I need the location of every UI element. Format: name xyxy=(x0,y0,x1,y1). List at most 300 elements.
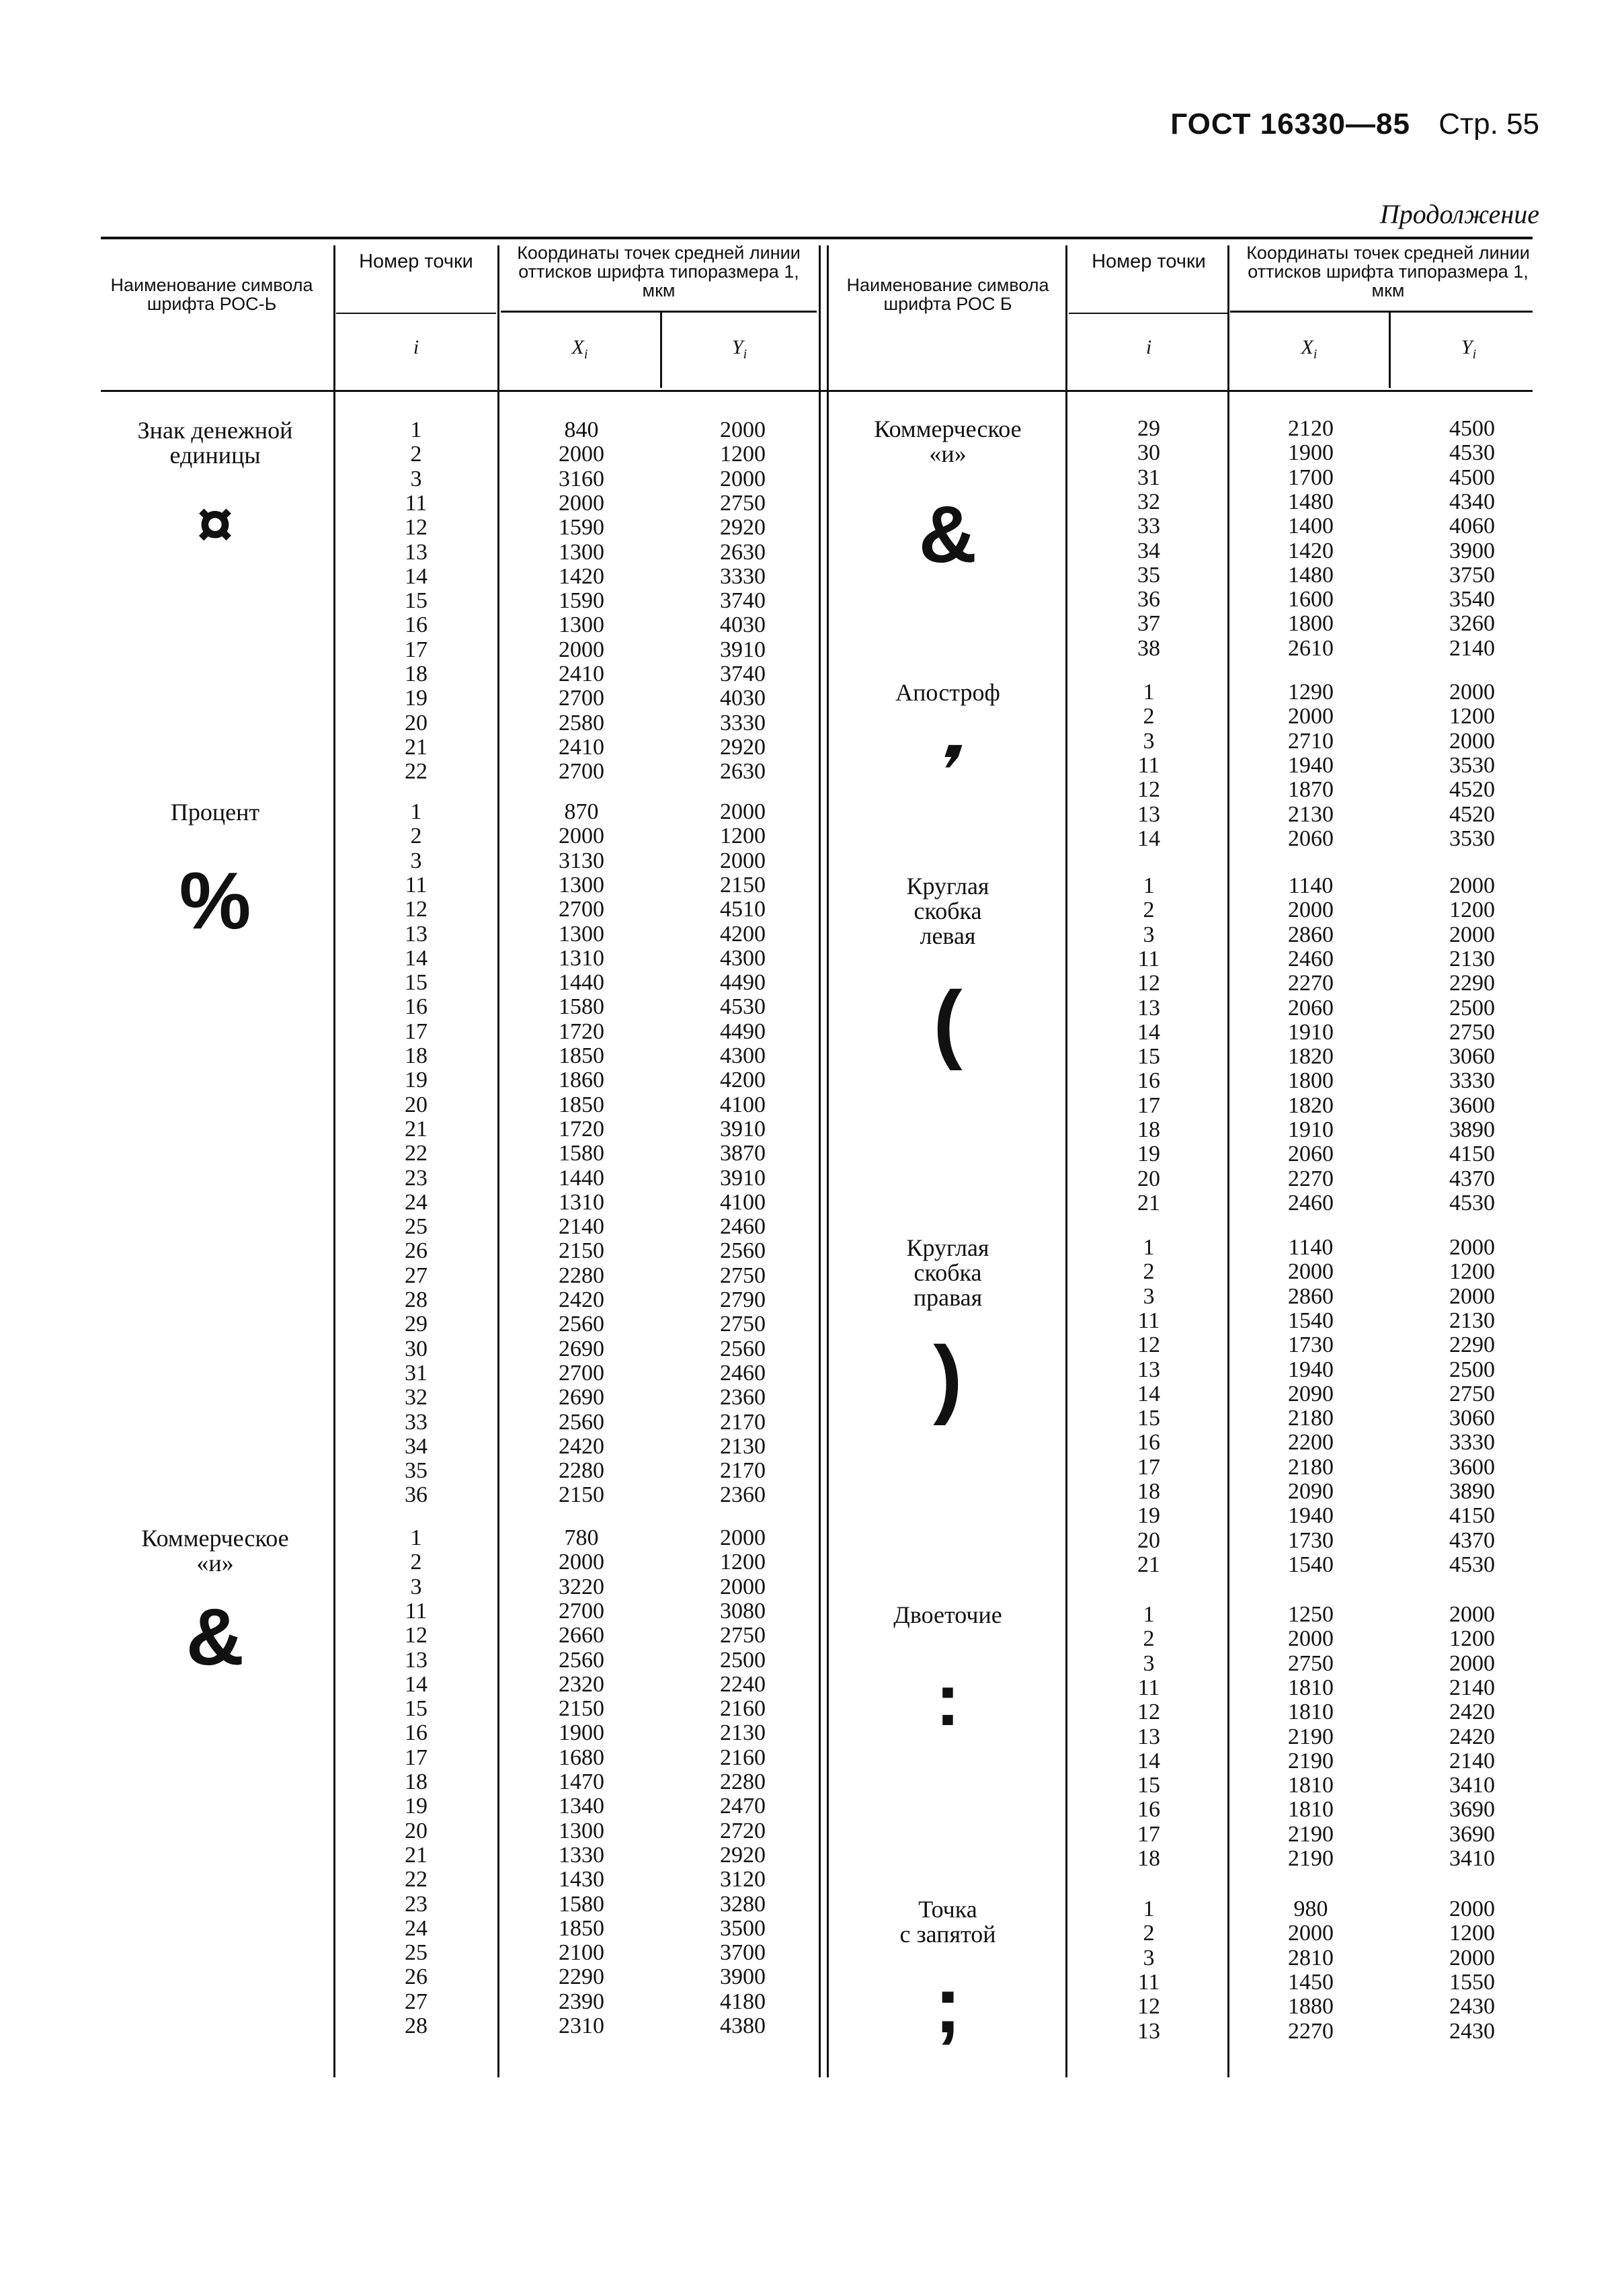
point-number: 25 xyxy=(405,1940,428,1966)
y-coordinate: 2630 xyxy=(720,759,766,785)
x-coordinate: 2180 xyxy=(1288,1406,1334,1431)
x-coordinate: 1440 xyxy=(559,1165,604,1191)
point-number: 21 xyxy=(405,1842,428,1868)
point-number: 1 xyxy=(1143,1235,1155,1260)
point-number: 22 xyxy=(405,1141,428,1166)
point-number: 16 xyxy=(1137,1430,1160,1455)
y-coordinate: 3700 xyxy=(720,1940,766,1966)
x-coordinate: 2750 xyxy=(1288,1650,1334,1676)
x-subscript: i xyxy=(583,347,588,362)
point-number: 23 xyxy=(405,1165,428,1191)
x-coordinate: 1810 xyxy=(1288,1773,1334,1798)
point-number: 19 xyxy=(405,1068,428,1093)
y-coordinate: 2000 xyxy=(720,799,766,824)
y-coordinate: 2430 xyxy=(1449,1994,1495,2020)
y-coordinate: 3280 xyxy=(720,1891,766,1917)
x-coordinate: 2560 xyxy=(559,1312,604,1337)
point-number: 32 xyxy=(1137,489,1160,514)
y-coordinate: 4520 xyxy=(1449,801,1495,827)
y-coordinate: 2000 xyxy=(720,848,766,873)
y-coordinate: 2000 xyxy=(720,417,766,442)
y-coordinate: 3890 xyxy=(1449,1117,1495,1142)
symbol-name: Круглая xyxy=(906,873,989,900)
x-coordinate: 1680 xyxy=(559,1745,604,1770)
x-coordinate: 1720 xyxy=(559,1019,604,1044)
symbol-name: скобка xyxy=(914,1259,982,1286)
y-coordinate: 2170 xyxy=(720,1458,766,1484)
point-number: 17 xyxy=(405,1745,428,1770)
x-coordinate: 1580 xyxy=(559,994,604,1020)
x-coordinate: 2700 xyxy=(559,1598,604,1624)
y-coordinate: 3330 xyxy=(720,563,766,589)
x-coordinate: 1940 xyxy=(1288,1357,1334,1382)
x-coordinate: 1330 xyxy=(559,1842,604,1868)
x-coordinate: 2100 xyxy=(559,1940,604,1966)
point-number: 15 xyxy=(1137,1044,1160,1070)
x-coordinate: 2150 xyxy=(559,1238,604,1264)
point-number: 1 xyxy=(410,799,422,824)
y-coordinate: 2790 xyxy=(720,1287,766,1312)
x-coordinate: 2190 xyxy=(1288,1724,1334,1749)
x-coordinate: 2700 xyxy=(559,759,604,785)
y-coordinate: 2750 xyxy=(720,1312,766,1337)
y-coordinate: 2000 xyxy=(1449,1602,1495,1627)
y-coordinate: 3540 xyxy=(1449,587,1495,612)
point-number: 18 xyxy=(1137,1117,1160,1142)
point-number: 3 xyxy=(410,1574,422,1599)
y-coordinate: 3910 xyxy=(720,637,766,662)
point-number: 15 xyxy=(405,1696,428,1722)
x-coordinate: 1880 xyxy=(1288,1994,1334,2020)
symbol-name: Процент xyxy=(170,799,260,826)
symbol-name: Круглая xyxy=(906,1234,989,1261)
x-coordinate: 1480 xyxy=(1288,562,1334,588)
x-coordinate: 2090 xyxy=(1288,1381,1334,1406)
symbol-glyph-icon: & xyxy=(186,1592,245,1682)
point-number: 34 xyxy=(1137,538,1160,563)
symbol-glyph-icon: & xyxy=(918,489,977,580)
point-number: 3 xyxy=(1143,1945,1155,1970)
y-coordinate: 3890 xyxy=(1449,1479,1495,1504)
x-coordinate: 2580 xyxy=(559,710,604,735)
point-number: 30 xyxy=(405,1336,428,1361)
point-number: 35 xyxy=(405,1458,428,1484)
point-number: 33 xyxy=(405,1409,428,1435)
coords-subheader-rule-left xyxy=(501,311,817,313)
y-coordinate: 2720 xyxy=(720,1818,766,1843)
y-coordinate: 3410 xyxy=(1449,1846,1495,1871)
point-number: 14 xyxy=(1137,826,1160,851)
x-coordinate: 2150 xyxy=(559,1482,604,1508)
symbol-glyph-icon: ¤ xyxy=(197,488,233,560)
y-coordinate: 2750 xyxy=(720,1623,766,1648)
x-coordinate: 1440 xyxy=(559,970,604,996)
y-coordinate: 4150 xyxy=(1449,1503,1495,1529)
symbol-name: левая xyxy=(920,922,976,949)
y-coordinate: 4490 xyxy=(720,1019,766,1044)
x-coordinate: 2460 xyxy=(1288,946,1334,971)
header-x-left xyxy=(501,336,659,362)
y-coordinate: 2460 xyxy=(720,1214,766,1240)
y-coordinate: 2000 xyxy=(1449,922,1495,947)
x-coordinate: 870 xyxy=(564,799,599,824)
x-coordinate: 2140 xyxy=(559,1214,604,1240)
y-coordinate: 2470 xyxy=(720,1794,766,1819)
point-number: 1 xyxy=(410,1525,422,1550)
symbol-glyph-icon: ( xyxy=(933,973,963,1071)
vrule-right-xy xyxy=(1389,313,1391,388)
header-y-left xyxy=(662,336,817,362)
x-coordinate: 2150 xyxy=(559,1696,604,1722)
point-number: 11 xyxy=(1137,1969,1160,1995)
symbol-name: «и» xyxy=(929,440,967,467)
x-coordinate: 2310 xyxy=(559,2013,604,2038)
y-coordinate: 2750 xyxy=(1449,1381,1495,1406)
x-coordinate: 1590 xyxy=(559,588,604,614)
point-number: 16 xyxy=(1137,1068,1160,1094)
x-coordinate: 1580 xyxy=(559,1891,604,1917)
x-coordinate: 1310 xyxy=(559,945,604,971)
symbol-name: «и» xyxy=(196,1550,234,1576)
x-coordinate: 1140 xyxy=(1288,1235,1334,1260)
x-coordinate: 1820 xyxy=(1288,1044,1334,1070)
symbol-name: Двоеточие xyxy=(893,1601,1002,1628)
header-symbol-name-text: Наименование символа шрифта РОС-Ь xyxy=(110,275,313,314)
symbol-glyph-icon: ❜ xyxy=(924,733,972,809)
y-coordinate: 4530 xyxy=(1449,1552,1495,1577)
point-number: 13 xyxy=(405,921,428,947)
symbol-glyph-icon: ; xyxy=(934,1960,961,2050)
point-number: 22 xyxy=(405,1867,428,1892)
y-coordinate: 4100 xyxy=(720,1189,766,1215)
x-coordinate: 1420 xyxy=(559,563,604,589)
y-coordinate: 2000 xyxy=(720,466,766,491)
y-coordinate: 2430 xyxy=(1449,2018,1495,2044)
y-coordinate: 4300 xyxy=(720,945,766,971)
point-number: 21 xyxy=(1137,1190,1160,1215)
x-coordinate: 1300 xyxy=(559,1818,604,1843)
y-coordinate: 3410 xyxy=(1449,1773,1495,1798)
x-coordinate: 2690 xyxy=(559,1385,604,1410)
x-coordinate: 2560 xyxy=(559,1647,604,1673)
point-number: 11 xyxy=(405,1598,428,1624)
point-number: 14 xyxy=(1137,1019,1160,1045)
point-number: 3 xyxy=(1143,728,1155,754)
x-coordinate: 2290 xyxy=(559,1964,604,1990)
x-coordinate: 2460 xyxy=(1288,1190,1334,1215)
x-coordinate: 2000 xyxy=(559,1550,604,1575)
point-number: 12 xyxy=(1137,777,1160,803)
x-coordinate: 1290 xyxy=(1288,680,1334,705)
point-number: 20 xyxy=(1137,1166,1160,1191)
y-coordinate: 2630 xyxy=(720,539,766,565)
x-coordinate: 2000 xyxy=(559,490,604,516)
x-coordinate: 1940 xyxy=(1288,1503,1334,1529)
vrule-left-point xyxy=(497,245,499,2077)
point-number: 22 xyxy=(405,759,428,785)
point-number: 12 xyxy=(405,515,428,541)
x-coordinate: 1940 xyxy=(1288,752,1334,778)
y-coordinate: 4380 xyxy=(720,2013,766,2038)
x-coordinate: 1470 xyxy=(559,1769,604,1794)
standard-number: ГОСТ 16330—85 xyxy=(1170,108,1410,141)
x-coordinate: 2130 xyxy=(1288,801,1334,827)
y-coordinate: 1200 xyxy=(1449,1921,1495,1946)
point-number: 34 xyxy=(405,1433,428,1459)
point-number: 2 xyxy=(410,442,422,467)
point-number: 3 xyxy=(410,466,422,491)
y-coordinate: 2000 xyxy=(720,1574,766,1599)
y-coordinate: 3740 xyxy=(720,588,766,614)
y-coordinate: 4530 xyxy=(1449,440,1495,466)
y-coordinate: 4300 xyxy=(720,1043,766,1068)
y-coordinate: 2150 xyxy=(720,872,766,897)
point-number: 13 xyxy=(405,539,428,565)
y-coordinate: 3750 xyxy=(1449,562,1495,588)
point-number: 35 xyxy=(1137,562,1160,588)
x-coordinate: 2090 xyxy=(1288,1479,1334,1504)
x-coordinate: 2120 xyxy=(1288,416,1334,441)
y-coordinate: 2290 xyxy=(1449,1332,1495,1358)
y-coordinate: 2560 xyxy=(720,1336,766,1361)
point-number: 3 xyxy=(410,848,422,873)
x-coordinate: 1310 xyxy=(559,1189,604,1215)
x-coordinate: 1540 xyxy=(1288,1308,1334,1333)
x-coordinate: 1800 xyxy=(1288,611,1334,637)
y-coordinate: 4510 xyxy=(720,897,766,922)
y-coordinate: 2000 xyxy=(1449,680,1495,705)
point-number: 32 xyxy=(405,1385,428,1410)
point-number: 13 xyxy=(1137,1724,1160,1749)
y-coordinate: 3900 xyxy=(1449,538,1495,563)
point-number: 18 xyxy=(405,662,428,686)
point-number: 16 xyxy=(1137,1797,1160,1823)
page-number: Стр. 55 xyxy=(1438,108,1539,141)
x-coordinate: 1730 xyxy=(1288,1332,1334,1358)
header-bottom-rule xyxy=(101,390,1533,392)
x-coordinate: 2000 xyxy=(1288,1259,1334,1285)
x-coordinate: 2700 xyxy=(559,1360,604,1386)
x-coordinate: 780 xyxy=(564,1525,599,1550)
x-coordinate: 1820 xyxy=(1288,1092,1334,1118)
vrule-center-1 xyxy=(819,245,821,2077)
x-coordinate: 1590 xyxy=(559,515,604,541)
x-coordinate: 2000 xyxy=(1288,897,1334,923)
point-number: 1 xyxy=(1143,1897,1155,1921)
y-coordinate: 2500 xyxy=(1449,995,1495,1021)
point-number: 13 xyxy=(1137,801,1160,827)
point-number: 2 xyxy=(1143,704,1155,729)
x-subscript-right: i xyxy=(1313,347,1317,362)
x-coordinate: 2700 xyxy=(559,897,604,922)
y-coordinate: 4370 xyxy=(1449,1527,1495,1553)
x-coordinate: 2860 xyxy=(1288,1283,1334,1309)
y-coordinate: 1200 xyxy=(1449,704,1495,729)
x-coordinate: 1480 xyxy=(1288,489,1334,514)
x-coordinate: 2280 xyxy=(559,1458,604,1484)
y-coordinate: 2750 xyxy=(720,490,766,516)
point-number: 38 xyxy=(1137,635,1160,661)
point-number: 19 xyxy=(1137,1503,1160,1529)
point-number: 2 xyxy=(1143,1626,1155,1652)
point-number: 27 xyxy=(405,1263,428,1288)
point-number: 29 xyxy=(1137,416,1160,441)
point-number: 20 xyxy=(405,1092,428,1117)
x-coordinate: 2270 xyxy=(1288,971,1334,996)
y-coordinate: 2560 xyxy=(720,1238,766,1264)
point-number: 17 xyxy=(1137,1454,1160,1480)
point-number: 15 xyxy=(1137,1773,1160,1798)
point-number: 15 xyxy=(405,588,428,614)
point-number: 29 xyxy=(405,1312,428,1337)
x-coordinate: 2280 xyxy=(559,1263,604,1288)
x-coordinate: 1250 xyxy=(1288,1602,1334,1627)
point-number: 24 xyxy=(405,1915,428,1941)
y-coordinate: 1550 xyxy=(1449,1969,1495,1995)
header-x-right xyxy=(1230,336,1388,362)
y-coordinate: 3740 xyxy=(720,662,766,686)
point-number: 20 xyxy=(405,1818,428,1843)
y-coordinate: 2360 xyxy=(720,1482,766,1508)
y-coordinate: 4200 xyxy=(720,1068,766,1093)
header-symbol-name-right-text: Наименование символа шрифта РОС Б xyxy=(846,275,1049,314)
point-number: 25 xyxy=(405,1214,428,1240)
x-coordinate: 1300 xyxy=(559,872,604,897)
y-coordinate: 2000 xyxy=(1449,1283,1495,1309)
header-coords-right xyxy=(1230,243,1546,300)
point-number: 28 xyxy=(405,2013,428,2038)
point-number: 11 xyxy=(405,490,428,516)
x-coordinate: 2810 xyxy=(1288,1945,1334,1970)
x-coordinate: 1430 xyxy=(559,1867,604,1892)
x-coordinate: 2060 xyxy=(1288,995,1334,1021)
vrule-left-name xyxy=(333,245,335,2077)
symbol-glyph-icon: : xyxy=(935,1659,961,1741)
y-coordinate: 2000 xyxy=(1449,1235,1495,1260)
y-symbol: Y xyxy=(731,336,743,358)
point-number: 13 xyxy=(405,1647,428,1673)
point-number: 13 xyxy=(1137,2018,1160,2044)
y-coordinate: 2920 xyxy=(720,1842,766,1868)
y-coordinate: 1200 xyxy=(1449,1626,1495,1652)
x-coordinate: 1730 xyxy=(1288,1527,1334,1553)
point-number: 16 xyxy=(405,1720,428,1746)
x-coordinate: 2000 xyxy=(1288,1626,1334,1652)
point-number: 3 xyxy=(1143,1650,1155,1676)
point-number: 17 xyxy=(405,1019,428,1044)
x-coordinate: 1850 xyxy=(559,1915,604,1941)
y-coordinate: 1200 xyxy=(720,824,766,849)
x-coordinate: 2660 xyxy=(559,1623,604,1648)
x-coordinate: 840 xyxy=(564,417,599,442)
y-coordinate: 2000 xyxy=(1449,873,1495,898)
x-coordinate: 1420 xyxy=(1288,538,1334,563)
x-coordinate: 2200 xyxy=(1288,1430,1334,1455)
point-number: 2 xyxy=(410,824,422,849)
x-coordinate: 2420 xyxy=(559,1287,604,1312)
y-coordinate: 3600 xyxy=(1449,1092,1495,1118)
y-coordinate: 2360 xyxy=(720,1385,766,1410)
y-coordinate: 4150 xyxy=(1449,1142,1495,1167)
point-number: 37 xyxy=(1137,611,1160,637)
x-coordinate: 1700 xyxy=(1288,465,1334,490)
y-subscript-right: i xyxy=(1472,347,1477,362)
header-symbol-name-right xyxy=(834,276,1062,313)
y-coordinate: 2140 xyxy=(1449,1675,1495,1700)
point-number: 11 xyxy=(1137,1675,1160,1700)
header-i-left: i xyxy=(413,336,419,358)
continuation-label: Продолжение xyxy=(1379,199,1539,229)
x-coordinate: 2410 xyxy=(559,734,604,760)
y-coordinate: 4530 xyxy=(720,994,766,1020)
y-coordinate: 3530 xyxy=(1449,752,1495,778)
y-coordinate: 4500 xyxy=(1449,465,1495,490)
y-coordinate: 2000 xyxy=(1449,728,1495,754)
y-coordinate: 2420 xyxy=(1449,1724,1495,1749)
y-coordinate: 2920 xyxy=(720,734,766,760)
symbol-name: единицы xyxy=(169,442,261,469)
header-coords-right-text: Координаты точек средней линии оттисков шрифта типоразмера 1, мкм xyxy=(1246,243,1530,301)
x-coordinate: 1300 xyxy=(559,612,604,638)
y-coordinate: 3910 xyxy=(720,1165,766,1191)
point-number: 11 xyxy=(1137,946,1160,971)
y-coordinate: 2000 xyxy=(1449,1650,1495,1676)
point-number: 16 xyxy=(405,612,428,638)
y-coordinate: 4030 xyxy=(720,612,766,638)
point-number: 16 xyxy=(405,994,428,1020)
y-coordinate: 4100 xyxy=(720,1092,766,1117)
x-coordinate: 2700 xyxy=(559,686,604,711)
y-coordinate: 2000 xyxy=(720,1525,766,1550)
point-number: 14 xyxy=(1137,1748,1160,1773)
x-coordinate: 3160 xyxy=(559,466,604,491)
x-coordinate: 1300 xyxy=(559,539,604,565)
x-coordinate: 1600 xyxy=(1288,587,1334,612)
x-coordinate: 2060 xyxy=(1288,1142,1334,1167)
point-number: 18 xyxy=(1137,1846,1160,1871)
x-coordinate: 1720 xyxy=(559,1116,604,1142)
y-coordinate: 3500 xyxy=(720,1915,766,1941)
y-coordinate: 4490 xyxy=(720,970,766,996)
symbol-name: скобка xyxy=(914,897,982,924)
header-coords-left xyxy=(501,243,817,300)
y-coordinate: 2160 xyxy=(720,1696,766,1722)
x-coordinate: 2860 xyxy=(1288,922,1334,947)
vrule-right-name xyxy=(1065,245,1067,2077)
point-number: 24 xyxy=(405,1189,428,1215)
y-coordinate: 4030 xyxy=(720,686,766,711)
table-top-rule xyxy=(101,237,1533,239)
symbol-name: правая xyxy=(913,1284,983,1311)
point-number: 13 xyxy=(1137,1357,1160,1382)
point-number: 13 xyxy=(1137,995,1160,1021)
y-coordinate: 3330 xyxy=(1449,1430,1495,1455)
point-number: 3 xyxy=(1143,1283,1155,1309)
y-coordinate: 4500 xyxy=(1449,416,1495,441)
coords-subheader-rule-right xyxy=(1230,311,1533,313)
y-coordinate: 4180 xyxy=(720,1989,766,2014)
x-coordinate: 2390 xyxy=(559,1989,604,2014)
y-coordinate: 1200 xyxy=(1449,1259,1495,1285)
y-coordinate: 3530 xyxy=(1449,826,1495,851)
point-number: 2 xyxy=(410,1550,422,1575)
point-number: 31 xyxy=(1137,465,1160,490)
y-coordinate: 2130 xyxy=(720,1433,766,1459)
y-coordinate: 2750 xyxy=(720,1263,766,1288)
point-number: 19 xyxy=(1137,1142,1160,1167)
point-number: 33 xyxy=(1137,514,1160,539)
y-coordinate: 2290 xyxy=(1449,971,1495,996)
